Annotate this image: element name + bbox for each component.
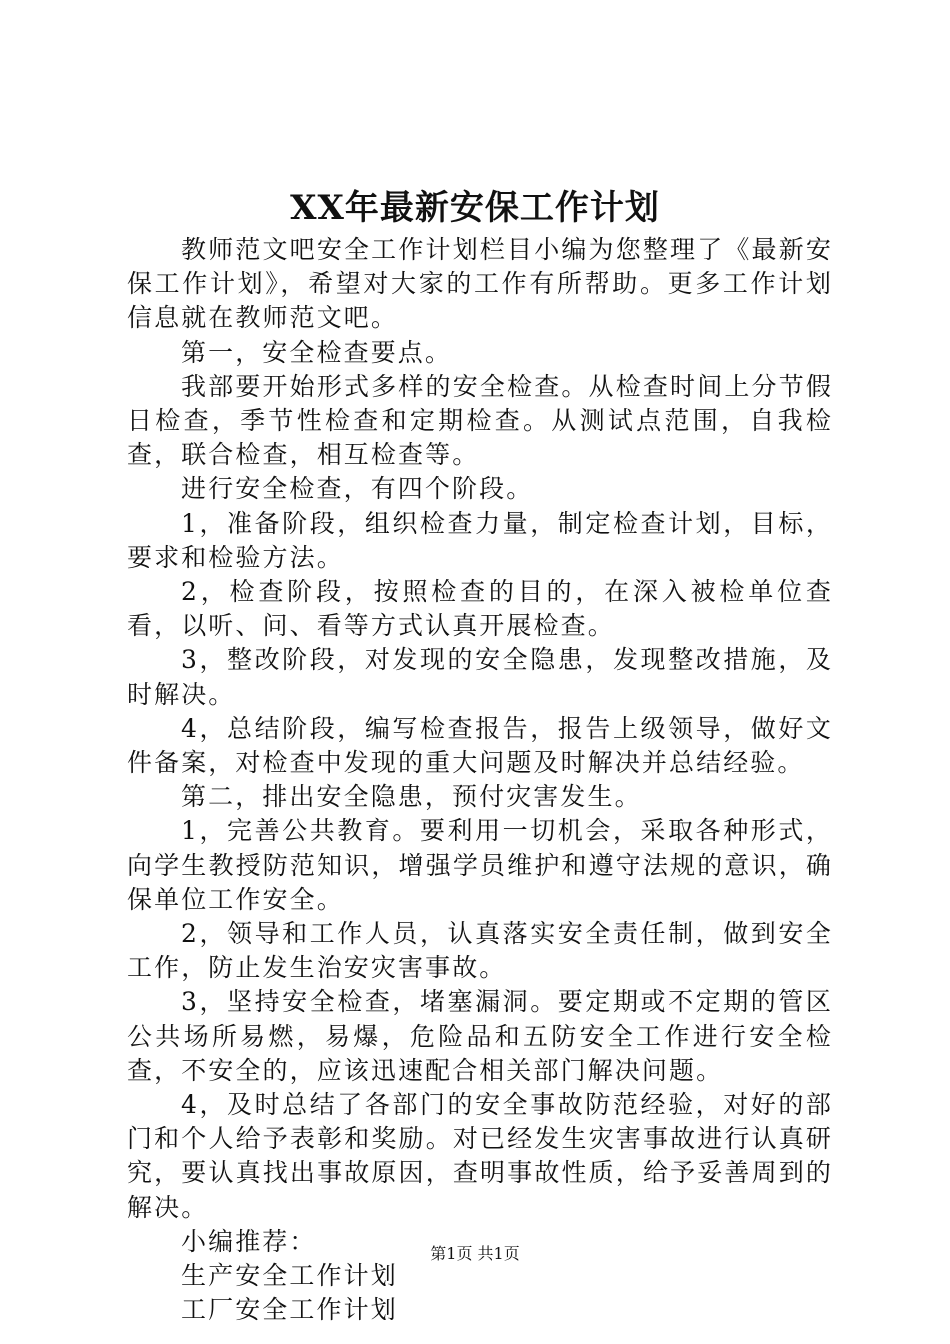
list-item: 2，领导和工作人员，认真落实安全责任制，做到安全工作，防止发生治安灾害事故。 — [127, 919, 833, 983]
section-heading: 第二，排出安全隐患，预付灾害发生。 — [181, 782, 642, 812]
document-title: XX年最新安保工作计划 — [290, 188, 660, 228]
section-heading: 第一，安全检查要点。 — [181, 337, 453, 367]
paragraph: 我部要开始形式多样的安全检查。从检查时间上分节假日检查，季节性检查和定期检查。从测试点范围，自我检查，联合检查，相互检查等。 — [127, 371, 833, 470]
recommend-label: 小编推荐： — [181, 1226, 317, 1256]
paragraph: 进行安全检查，有四个阶段。 — [181, 474, 534, 504]
list-item: 1，准备阶段，组织检查力量，制定检查计划，目标，要求和检验方法。 — [127, 508, 833, 572]
page-footer: 第1页 共1页 — [430, 1244, 520, 1263]
list-item: 4，总结阶段，编写检查报告，报告上级领导，做好文件备案，对检查中发现的重大问题及时解决并总结经验。 — [127, 713, 833, 778]
list-item: 3，整改阶段，对发现的安全隐患，发现整改措施，及时解决。 — [127, 645, 833, 709]
recommend-link: 生产安全工作计划 — [181, 1261, 398, 1291]
list-item: 4，及时总结了各部门的安全事故防范经验，对好的部门和个人给予表彰和奖励。对已经发生灾害事故进行认真研究，要认真找出事故原因，查明事故性质，给予妥善周到的解决。 — [127, 1090, 833, 1222]
document-body — [127, 233, 833, 1328]
recommend-link: 工厂安全工作计划 — [181, 1295, 398, 1325]
paragraph: 教师范文吧安全工作计划栏目小编为您整理了《最新安保工作计划》，希望对大家的工作有所帮助。更多工作计划信息就在教师范文吧。 — [127, 235, 833, 333]
list-item: 1，完善公共教育。要利用一切机会，采取各种形式，向学生教授防范知识，增强学员维护和遵守法规的意识，确保单位工作安全。 — [127, 816, 833, 914]
list-item: 2，检查阶段，按照检查的目的，在深入被检单位查看，以听、问、看等方式认真开展检查。 — [127, 577, 833, 641]
list-item: 3，坚持安全检查，堵塞漏洞。要定期或不定期的管区公共场所易燃，易爆，危险品和五防安全工作进行安全检查，不安全的，应该迅速配合相关部门解决问题。 — [127, 987, 833, 1085]
